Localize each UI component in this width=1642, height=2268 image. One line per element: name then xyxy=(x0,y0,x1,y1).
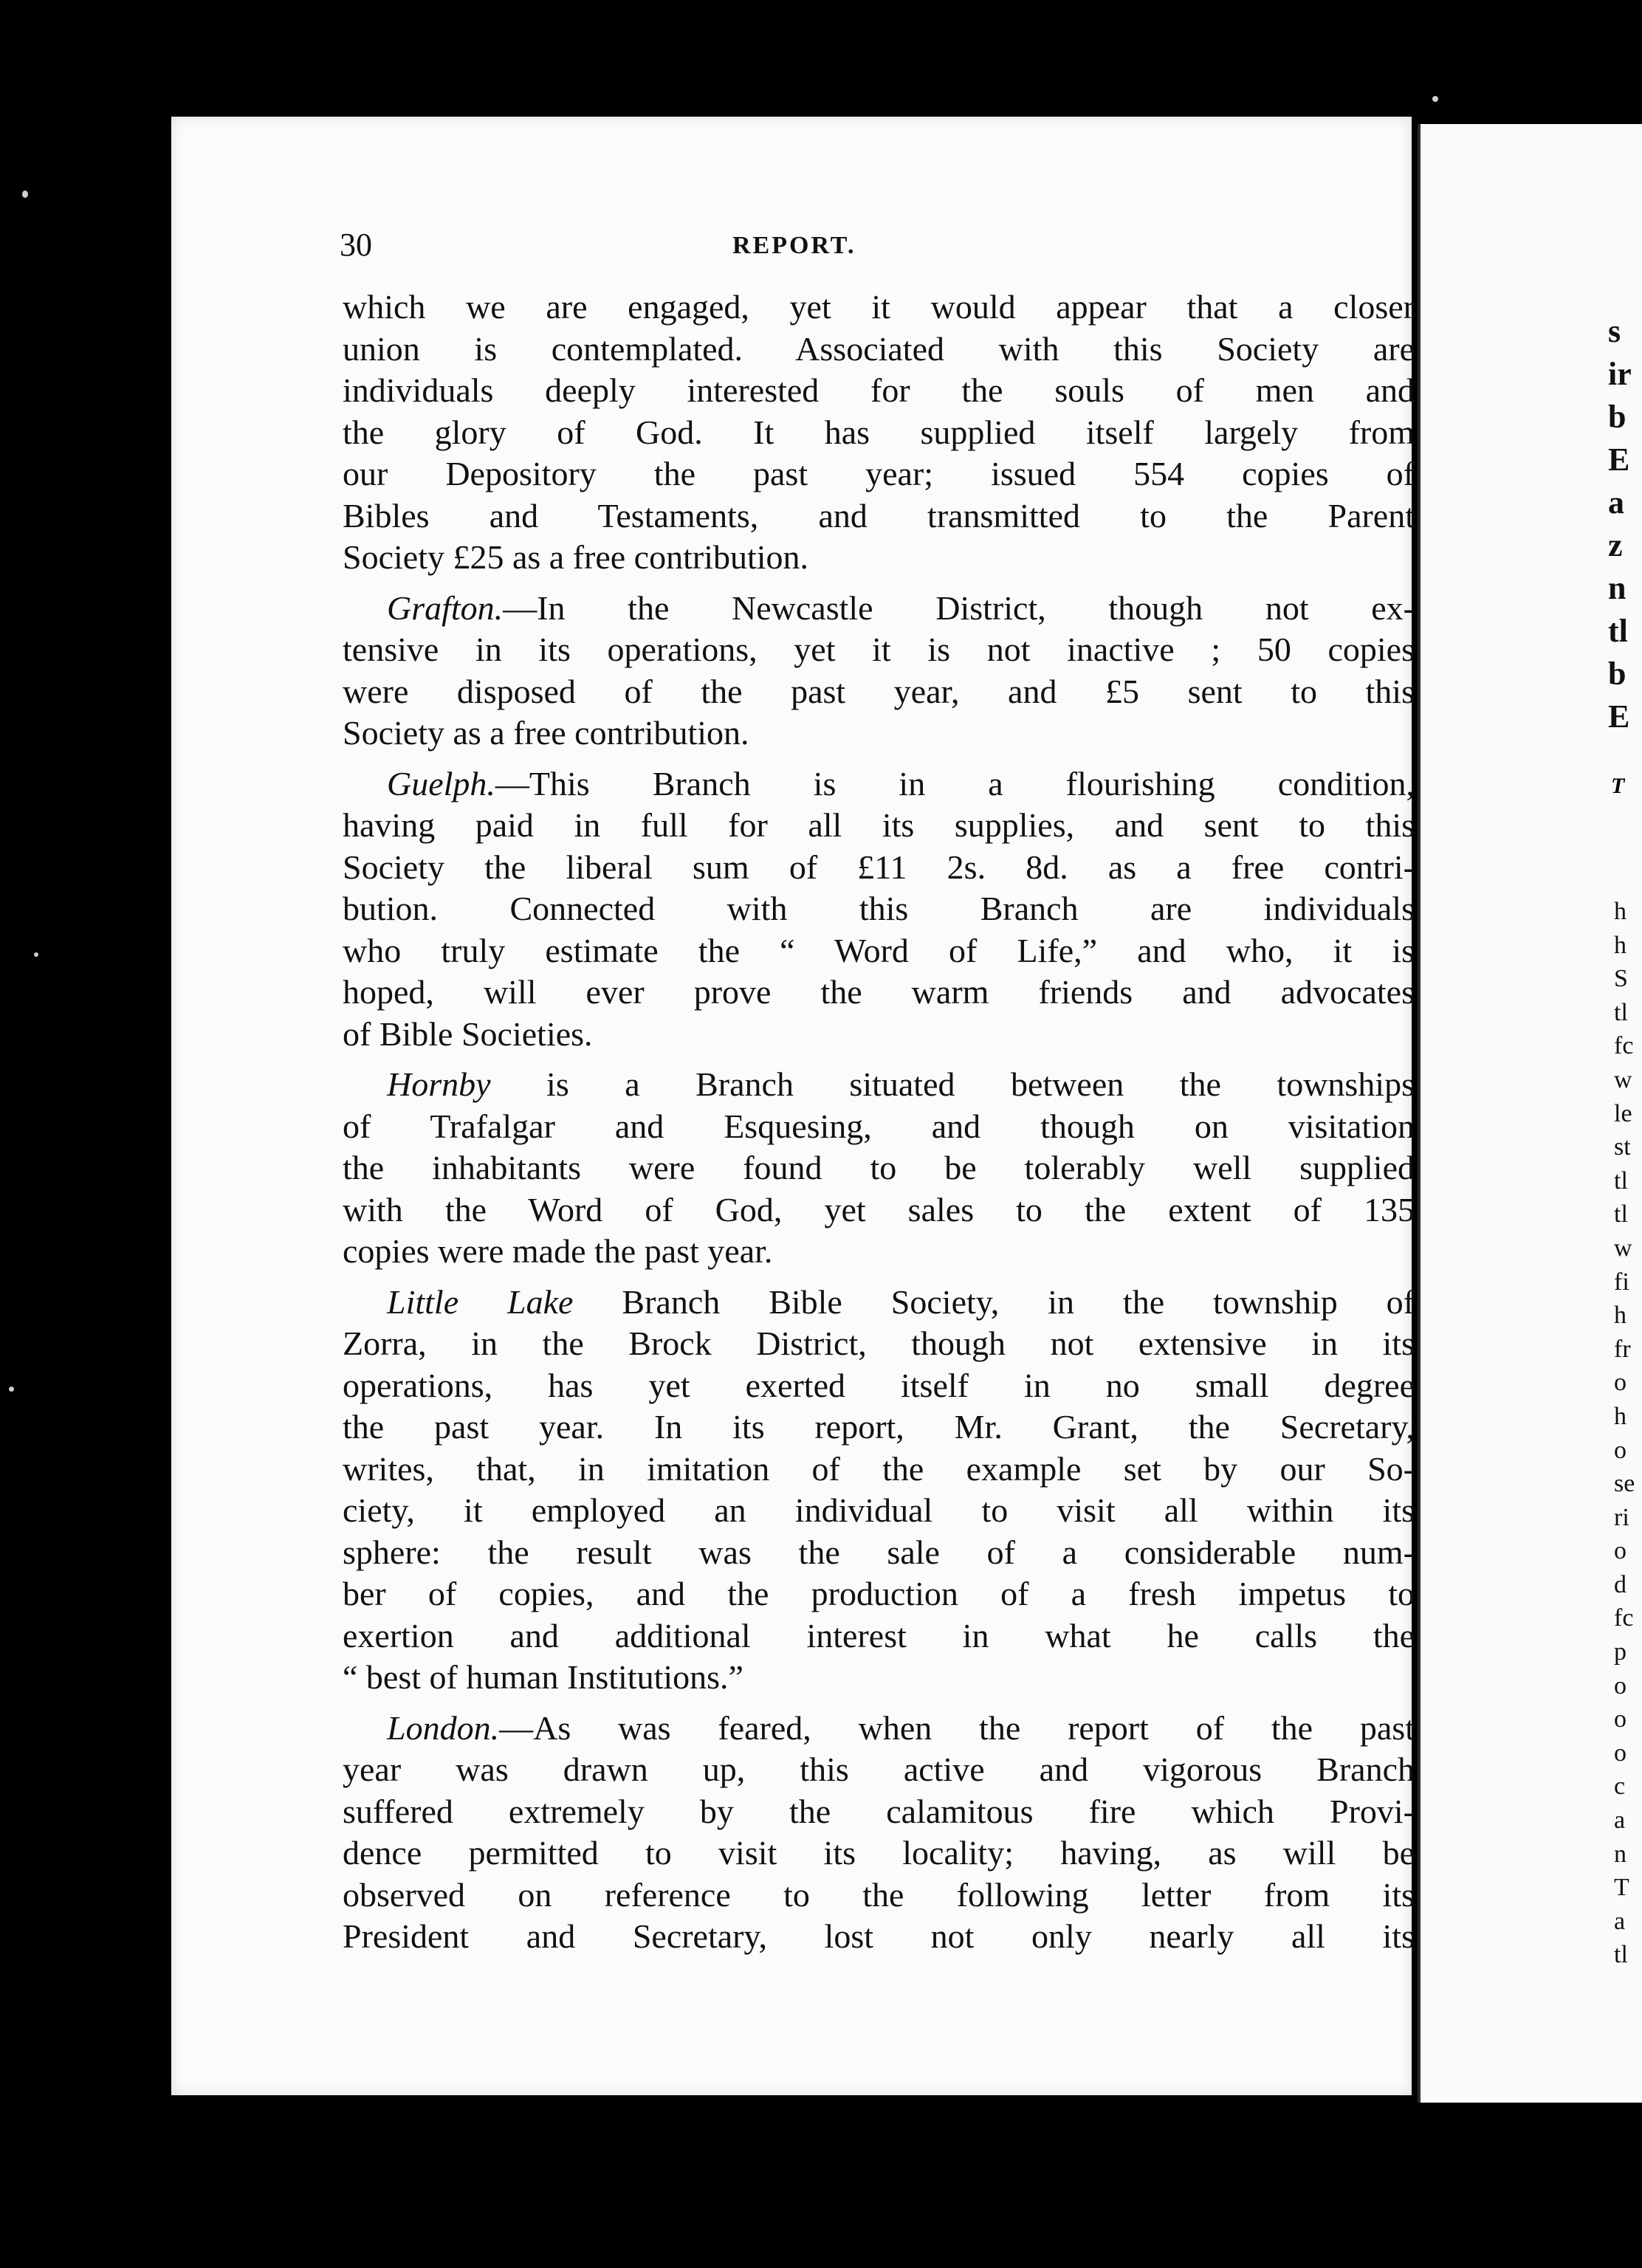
text-line: tensive in its operations, yet it is not inactive ; 50 copies xyxy=(343,630,1415,668)
facing-fragment: tl xyxy=(1614,998,1628,1026)
facing-fragment: a xyxy=(1614,1807,1626,1835)
facing-fragment: h xyxy=(1614,898,1626,925)
facing-fragment: h xyxy=(1614,1402,1626,1430)
facing-fragment: a xyxy=(1614,1907,1626,1935)
scan-speck xyxy=(34,952,38,957)
facing-fragment: w xyxy=(1614,1065,1632,1093)
facing-fragment: fr xyxy=(1614,1335,1631,1363)
text-line: exertion and additional interest in what he calls the xyxy=(343,1616,1415,1654)
facing-fragment: a xyxy=(1608,484,1624,520)
text-line: Society £25 as a free contribution. xyxy=(343,538,809,576)
text-line: ber of copies, and the production of a fresh impetus to xyxy=(343,1575,1415,1612)
text-line: sphere: the result was the sale of a considerable num- xyxy=(343,1533,1415,1571)
text-run: Branch Bible Society, in the township of xyxy=(573,1282,1415,1321)
facing-fragment: o xyxy=(1614,1739,1626,1767)
facing-fragment: h xyxy=(1614,931,1626,959)
facing-fragment: h xyxy=(1614,1302,1626,1330)
body-text xyxy=(343,286,1415,1967)
text-line: having paid in full for all its supplies, and sent to this xyxy=(343,806,1415,844)
facing-fragment: o xyxy=(1614,1436,1626,1464)
facing-fragment: fc xyxy=(1614,1604,1634,1632)
place-name: Hornby xyxy=(387,1065,491,1103)
book-page xyxy=(171,117,1415,2095)
facing-fragment: fc xyxy=(1614,1032,1634,1060)
facing-fragment: z xyxy=(1608,527,1623,563)
facing-fragment: st xyxy=(1614,1133,1631,1161)
text-run: —This Branch is in a flourishing condition, xyxy=(495,764,1415,803)
text-line xyxy=(343,588,1415,630)
text-line xyxy=(343,1282,1415,1324)
paragraph-london xyxy=(343,1708,1415,1958)
text-run: —In the Newcastle District, though not ex- xyxy=(503,588,1415,627)
text-line: ciety, it employed an individual to visit all within its xyxy=(343,1491,1415,1529)
facing-fragment: p xyxy=(1614,1638,1626,1666)
text-line: writes, that, in imitation of the example set by our So- xyxy=(343,1449,1415,1488)
text-line: were disposed of the past year, and £5 sent to this xyxy=(343,672,1415,710)
scan-speck xyxy=(1432,96,1438,102)
facing-fragment: b xyxy=(1608,656,1626,692)
text-line xyxy=(343,1064,1415,1106)
running-head: REPORT. xyxy=(732,232,856,259)
place-name: Little Lake xyxy=(387,1282,574,1321)
text-line: suffered extremely by the calamitous fire which Provi- xyxy=(343,1792,1415,1830)
text-run: is a Branch situated between the townships xyxy=(490,1065,1415,1103)
place-name: London. xyxy=(387,1708,500,1747)
facing-fragment: n xyxy=(1614,1840,1626,1868)
text-line: which we are engaged, yet it would appear that a closer xyxy=(343,288,1415,326)
facing-fragment: b xyxy=(1608,399,1626,435)
text-line: with the Word of God, yet sales to the extent of 135 xyxy=(343,1190,1415,1228)
facing-heading: T xyxy=(1611,774,1625,798)
facing-fragment: w xyxy=(1614,1234,1632,1262)
facing-fragment: tl xyxy=(1608,613,1628,649)
text-line: Society the liberal sum of £11 2s. 8d. as a free contri- xyxy=(343,848,1415,886)
facing-fragment: se xyxy=(1614,1470,1635,1498)
text-line xyxy=(343,763,1415,805)
facing-fragment: n xyxy=(1608,570,1626,606)
facing-page-column-b xyxy=(1614,895,1635,1972)
facing-page-column-a xyxy=(1608,310,1632,738)
text-line: the inhabitants were found to be tolerably well supplied xyxy=(343,1149,1415,1186)
text-line: Bibles and Testaments, and transmitted to the Parent xyxy=(343,496,1415,535)
facing-fragment: S xyxy=(1614,965,1628,993)
paragraph-little-lake xyxy=(343,1282,1415,1699)
text-line: Society as a free contribution. xyxy=(343,714,749,752)
facing-page-edge xyxy=(1418,124,1642,2103)
facing-fragment: o xyxy=(1614,1369,1626,1397)
text-line: “ best of human Institutions.” xyxy=(343,1658,743,1696)
paragraph xyxy=(343,286,1415,579)
scan-speck xyxy=(22,190,28,198)
facing-fragment: tl xyxy=(1614,1200,1628,1228)
facing-fragment: fi xyxy=(1614,1268,1629,1296)
place-name: Grafton. xyxy=(387,588,504,627)
facing-fragment: d xyxy=(1614,1570,1626,1598)
paragraph-guelph xyxy=(343,763,1415,1056)
text-line: Zorra, in the Brock District, though not extensive in its xyxy=(343,1324,1415,1362)
text-line: of Bible Societies. xyxy=(343,1014,593,1053)
facing-fragment: tl xyxy=(1614,1941,1628,1969)
text-line: individuals deeply interested for the souls of men and xyxy=(343,371,1415,409)
text-line: the past year. In its report, Mr. Grant, the Secretary, xyxy=(343,1408,1415,1446)
text-line: dence permitted to visit its locality; having, as will be xyxy=(343,1834,1415,1872)
paragraph-hornby xyxy=(343,1064,1415,1273)
facing-fragment: c xyxy=(1614,1773,1626,1801)
text-line: union is contemplated. Associated with this Society are xyxy=(343,329,1415,368)
text-line: hoped, will ever prove the warm friends and advocates xyxy=(343,973,1415,1011)
facing-fragment: s xyxy=(1608,313,1621,349)
text-line xyxy=(343,1708,1415,1750)
paragraph-grafton xyxy=(343,588,1415,755)
text-line: our Depository the past year; issued 554 copies of xyxy=(343,455,1415,492)
text-line: copies were made the past year. xyxy=(343,1232,773,1270)
page-number: 30 xyxy=(340,227,372,263)
facing-fragment: o xyxy=(1614,1537,1626,1565)
text-line: President and Secretary, lost not only nearly all its xyxy=(343,1917,1415,1955)
facing-fragment: ir xyxy=(1608,356,1632,392)
place-name: Guelph. xyxy=(387,764,495,803)
text-run: —As was feared, when the report of the past xyxy=(499,1708,1415,1747)
facing-fragment: tl xyxy=(1614,1166,1628,1195)
facing-fragment: E xyxy=(1608,441,1630,478)
text-line: year was drawn up, this active and vigorous Branch xyxy=(343,1750,1415,1788)
text-line: bution. Connected with this Branch are individuals xyxy=(343,890,1415,927)
text-line: operations, has yet exerted itself in no small degree xyxy=(343,1366,1415,1404)
facing-fragment: ri xyxy=(1614,1503,1629,1531)
text-line: observed on reference to the following letter from its xyxy=(343,1875,1415,1914)
facing-fragment: T xyxy=(1614,1874,1629,1902)
text-line: of Trafalgar and Esquesing, and though on visitation xyxy=(343,1107,1415,1145)
text-line: who truly estimate the “ Word of Life,” and who, it is xyxy=(343,931,1415,969)
scan-speck xyxy=(9,1386,14,1392)
text-line: the glory of God. It has supplied itself largely from xyxy=(343,413,1415,451)
facing-fragment: o xyxy=(1614,1705,1626,1733)
facing-fragment: o xyxy=(1614,1671,1626,1700)
facing-fragment: E xyxy=(1608,698,1630,735)
facing-fragment: le xyxy=(1614,1099,1632,1127)
